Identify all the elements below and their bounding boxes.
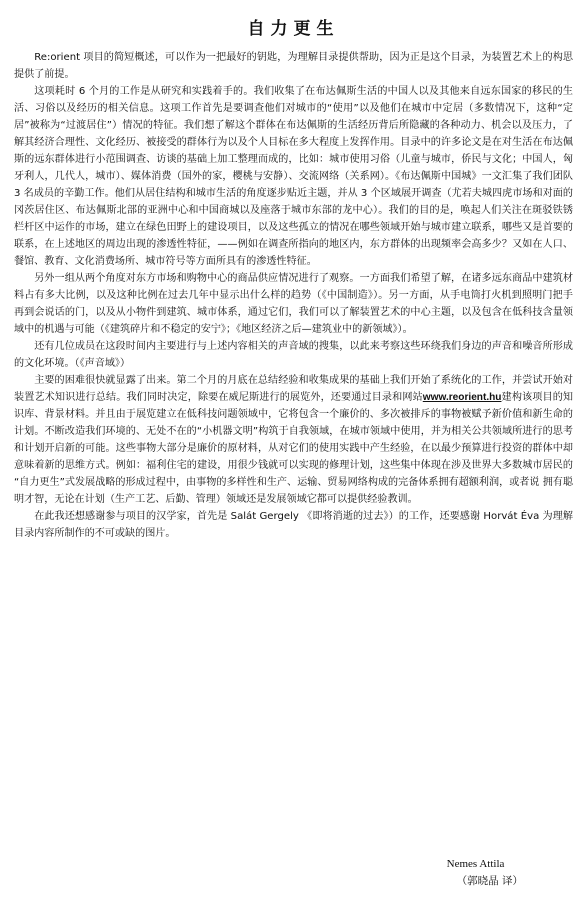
page-title: 自力更生 [247,19,340,39]
paragraph-intro: Re:orient 项目的简短概述，可以作为一把最好的钥匙，为理解目录提供帮助，因为正是这个目录，为装置艺术上的构思提供了前提。 [14,52,573,80]
paragraph-sound-field: 还有几位成员在这段时间内主要进行与上述内容相关的声音域的搜集，以此来考察这些环绕我们身边的声音和噪音所形成的文化环境。（《声音域》） [14,341,573,369]
paragraph-market-observation: 另外一组从两个角度对东方市场和购物中心的商品供应情况进行了观察。一方面我们希望了解，在诸多远东商品中建筑材料占有多大比例，以及这种比例在过去几年中显示出什么样的趋势（《中国制造》）。另一方面，从手电筒打火机到照明门把手再到会说话的门，以及从小物件到建筑、城市体系，通过它们，我们可以了解装置艺术的中心主题，以及包含在低科技含量领域中的机遇与可能（《建筑碎片和不稳定的安宁》；《地区经济之后—建筑业中的新领域》）。 [14,273,573,335]
paragraph-difficulties-lead: 主要的困难很快就显露了出来。第二个月的月底在总结经验和收集成果的基础上我们开始了系统化的工作，并尝试开始对装置艺术知识进行总结。我们同时决定，除要在威尼斯进行的展览外，还要通过目录和网站 [14,375,573,403]
paragraph-acknowledgements: 在此我还想感谢参与项目的汉学家，首先是 Salát Gergely 《即将消逝的过去》）的工作，还要感谢 Horvát Éva 为理解目录内容所制作的不可或缺的图片。 [14,511,573,539]
signature-block [447,856,523,890]
paragraph-research: 这项耗时 6 个月的工作是从研究和实践着手的。我们收集了在布达佩斯生活的中国人以及其他来自远东国家的移民的生活、习俗以及经历的相关信息。这项工作首先是要调查他们对城市的“使用”以及他们在城市中定居（多数情况下，这种“定居”被称为“过渡居住”）情况的特征。我们想了解这个群体在布达佩斯的生活经历背后所隐藏的各种动力、机会以及压力，了解其经济合理性、文化经历、被接受的群体行为以及个人目标在多大程度上发挥作用。目录中的许多论文是在对生活在布达佩斯的远东群体进行小范围调查、访谈的基础上加工整理而成的，比如：城市使用习俗（儿童与城市，侨民与文化；中国人，匈牙利人，几代人，城市）、媒体消费（国外的家，樱桃与安静）、交流网络（关系网）。《布达佩斯中国城》一文汇集了我们团队 3 名成员的辛勤工作。他们从居住结构和城市生活的角度逐步贴近主题，并从 3 个区域展开调查（尤若夫城四虎市场和对面的冈茨居住区、布达佩斯北部的亚洲中心和中国商城以及座落于城市东部的龙中心）。我们的目的是，唤起人们关注在斑驳铁锈栏杆区中运作的市场，建立在绿色田野上的建设项目，以及这些孤立的情况在哪些领域开始与城市建立联系，哪些又是首要的联系，在上述地区的周边出现的渗透性特征，——例如在调查所指向的地区内，东方群体的出现频率会高多少？又如在人口、餐馆、教育、文化消费场所、城市符号等方面所具有的渗透性特征。 [14,86,573,267]
author-name: Nemes Attila [446,858,505,870]
translator-credit: （郭晓晶 译） [456,875,523,887]
paragraph-difficulties [14,372,573,508]
paragraph-difficulties-rest: 建构该项目的知识库、背景材料。并且由于展览建立在低科技问题领域中，它将包含一个廉价的、多次被排斥的事物被赋予新价值和新生命的计划。不断改造我们环境的、无处不在的“小机器文明”构筑于自我领域，在城市领域中使用，并为相关公共领域所进行的思考和计划开启新的可能。这些事物大部分是廉价的原材料，从对它们的使用实践中产生经验，在以最少预算进行投资的群体中却意味着新的思维方式。例如：福利住宅的建设，用很少钱就可以实现的修理计划，这些集中体现在涉及世界大多数城市居民的 “自力更生”式发展战略的形成过程中，由事物的多样性和生产、运输、贸易网络构成的完备体系拥有超额利润，或者说 拥有聪明才智，无论在计划（生产工艺、后勤、管理）领域还是发展领域它都可以提供经验教训。 [14,392,574,505]
website-link[interactable]: www.reorient.hu [422,392,502,403]
